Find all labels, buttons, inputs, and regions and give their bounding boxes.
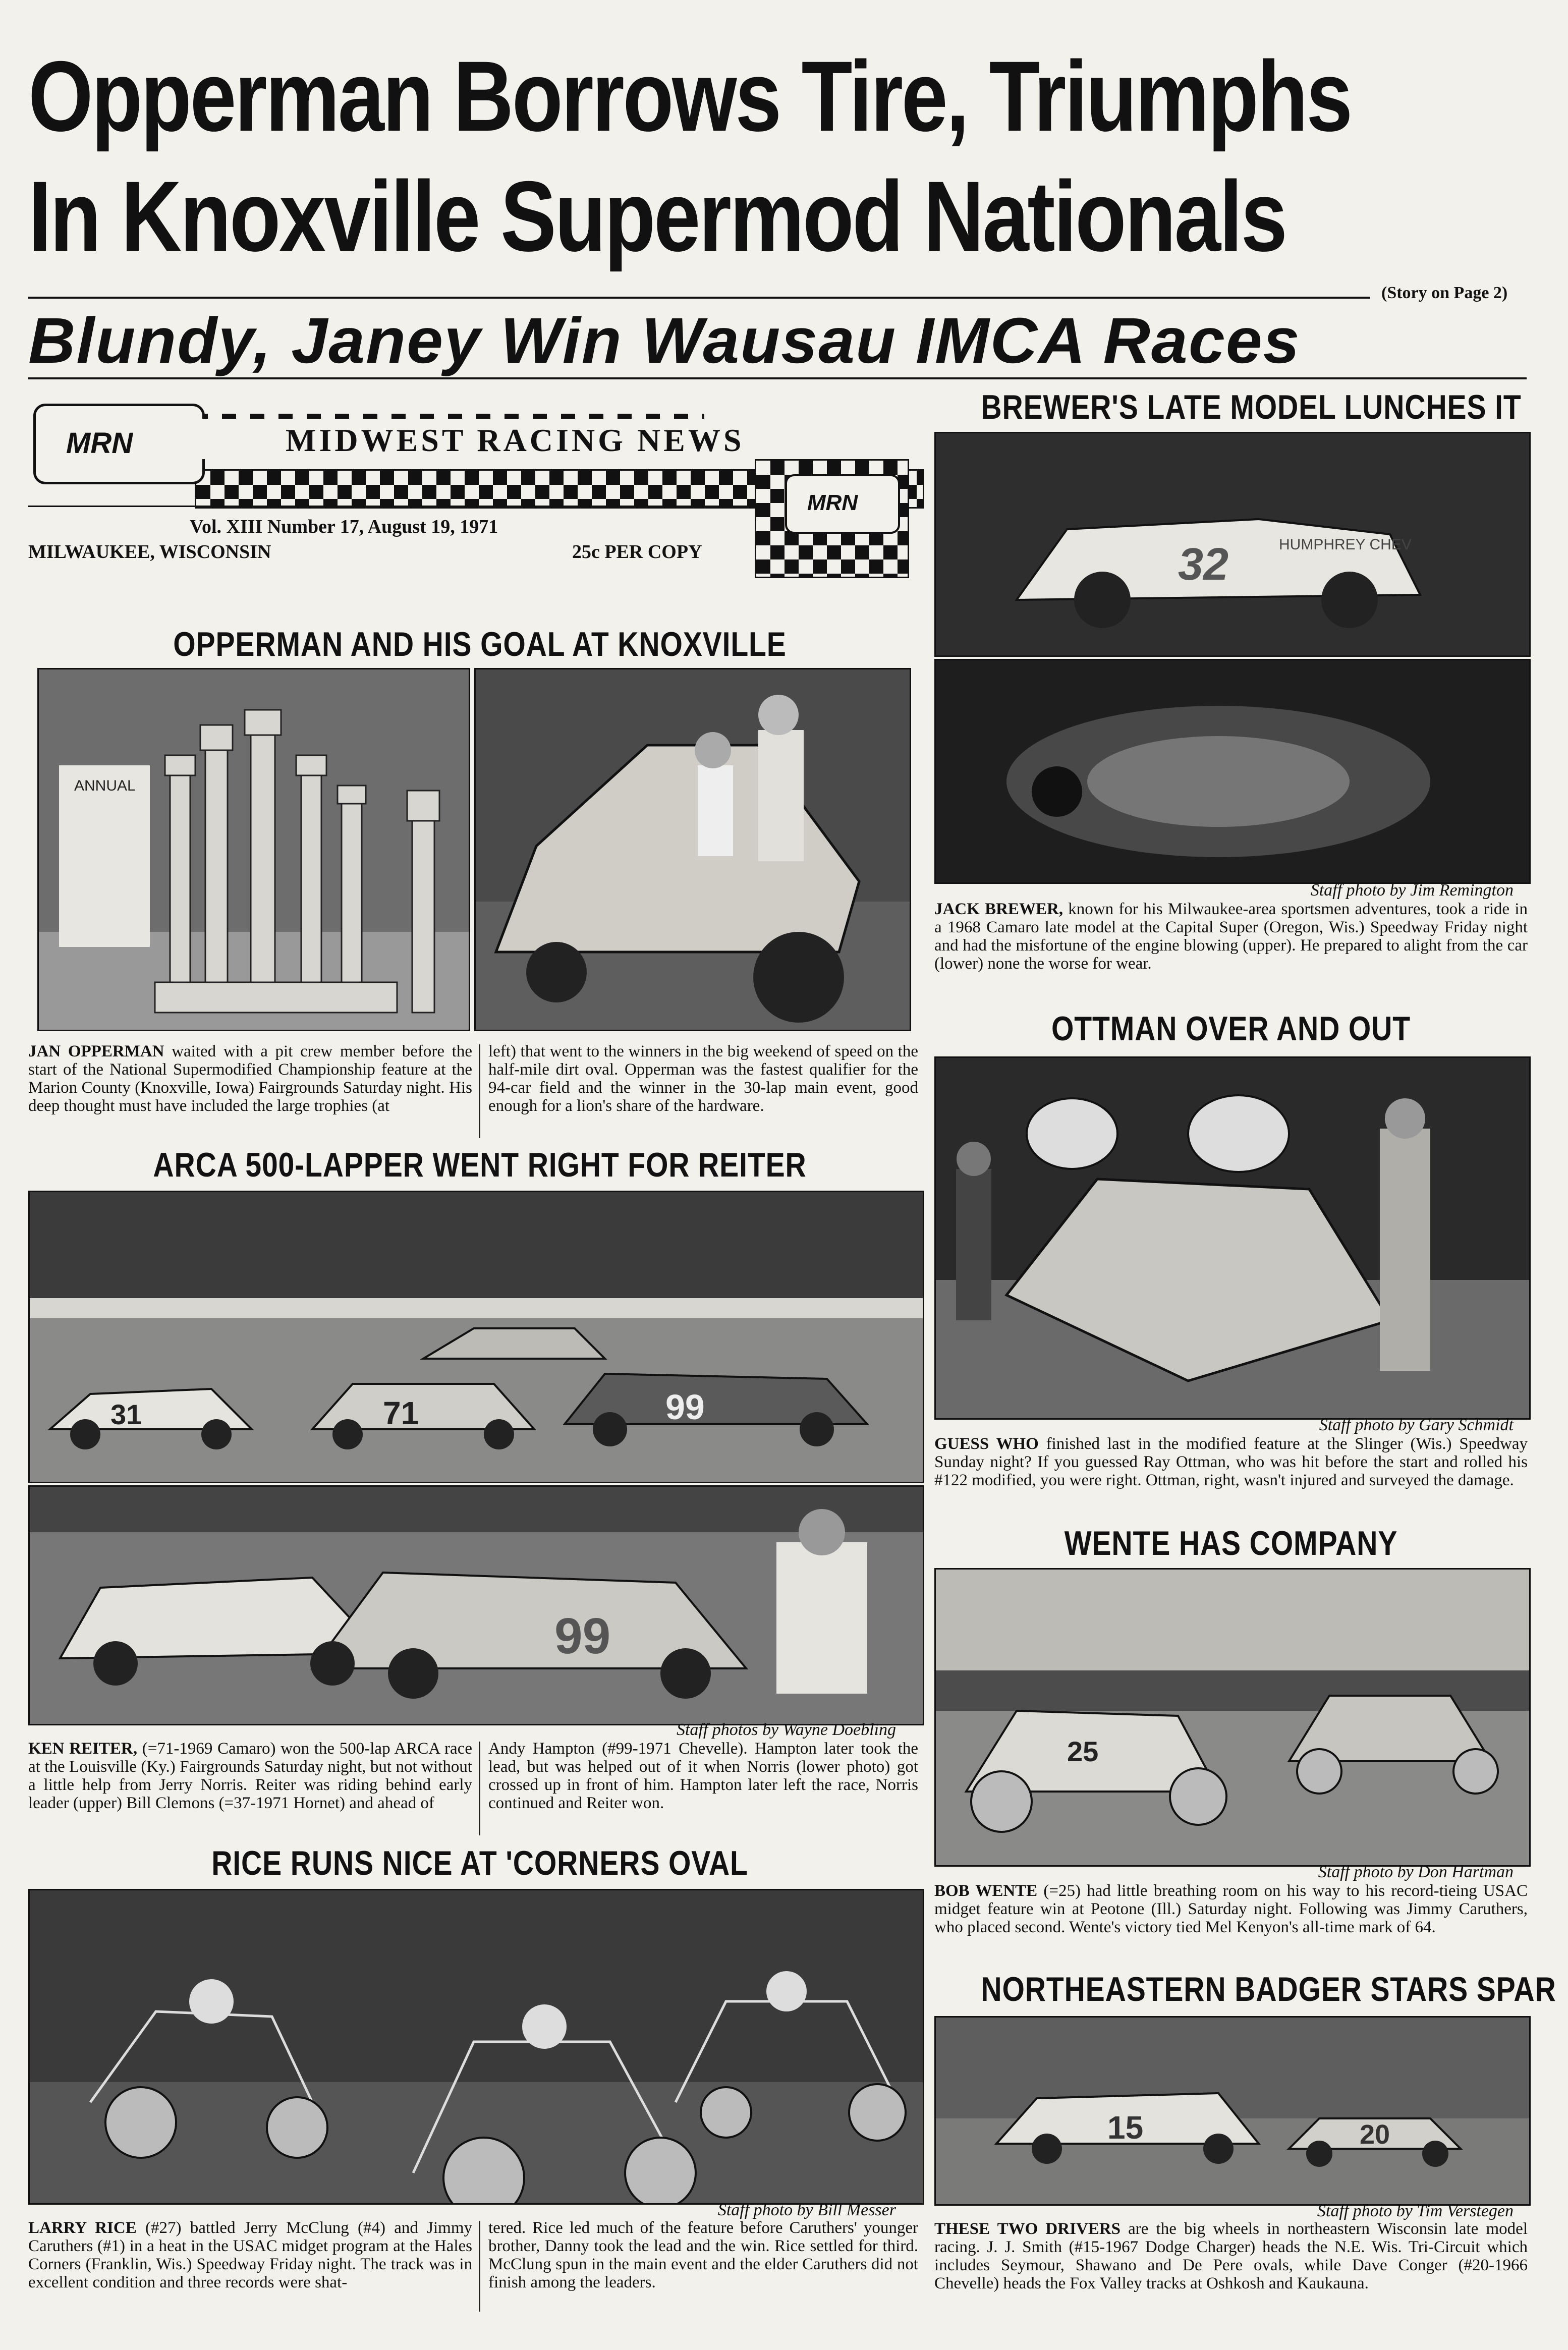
main-headline-line2: In Knoxville Supermod Nationals bbox=[28, 160, 1286, 272]
photo-trophies bbox=[37, 668, 470, 1031]
location: MILWAUKEE, WISCONSIN bbox=[28, 541, 271, 563]
svg-text:71: 71 bbox=[383, 1395, 419, 1431]
section-head-badger: NORTHEASTERN BADGER STARS SPAR bbox=[981, 1970, 1556, 2008]
sub-headline-rule bbox=[28, 377, 1527, 379]
svg-text:32: 32 bbox=[1178, 539, 1229, 590]
photo-opperman-pit bbox=[474, 668, 911, 1031]
caption-wente: BOB WENTE (=25) had little breathing room on his way to his record-tieing USAC midget feature win at Peotone (Ill.) Saturday night. Following was Jimmy Caruthers, who placed second. Wente's victory tied Mel Kenyon's all-time mark of 64. bbox=[934, 1882, 1528, 1936]
section-head-rice: RICE RUNS NICE AT 'CORNERS OVAL bbox=[211, 1844, 748, 1882]
caption-badger: THESE TWO DRIVERS are the big wheels in northeastern Wisconsin late model racing. J. J. Smith (#15-1967 Dodge Charger) heads the N.E. Wis. Tri-Circuit which includes Seymour, Shawano and De Pere ovals, while Dave Conger (#20-1966 Chevelle) heads the Fox Valley tracks at Oshkosh and Kaukauna. bbox=[934, 2220, 1528, 2292]
caption-rice-col2: tered. Rice led much of the feature before Caruthers' younger brother, Danny took the lead and the win. Rice settled for third. McClung spun in the main event and the elder Caruthers did not finish among the leaders. bbox=[488, 2219, 918, 2291]
photo-wente bbox=[934, 1568, 1531, 1867]
photo-brewer-lower bbox=[934, 659, 1531, 884]
photo-ottman bbox=[934, 1056, 1531, 1420]
svg-text:99: 99 bbox=[665, 1387, 705, 1427]
credit-brewer: Staff photo by Jim Remington bbox=[1310, 881, 1514, 900]
caption-ottman: GUESS WHO finished last in the modified feature at the Slinger (Wis.) Speedway Sunday night? If you guessed Ray Ottman, who was hit before the start and rolled his #122 modified, you were right. Ottman, right, wasn't injured and surveyed the damage. bbox=[934, 1435, 1528, 1489]
photo-rice bbox=[28, 1889, 924, 2205]
logo-left bbox=[33, 404, 205, 484]
photo-brewer-upper bbox=[934, 432, 1531, 657]
section-head-wente: WENTE HAS COMPANY bbox=[1064, 1524, 1398, 1562]
svg-text:20: 20 bbox=[1360, 2119, 1390, 2150]
svg-text:99: 99 bbox=[554, 1608, 611, 1664]
credit-wente: Staff photo by Don Hartman bbox=[1318, 1863, 1514, 1881]
photo-arca-upper bbox=[28, 1191, 924, 1483]
caption-arca-col2: Andy Hampton (#99-1971 Chevelle). Hampton later took the lead, but was helped out of it when Norris (lower photo) got crossed up in front of him. Hampton later left the race, Norris continued and Reiter won. bbox=[488, 1740, 918, 1812]
price: 25c PER COPY bbox=[572, 541, 702, 563]
photo-arca-lower bbox=[28, 1485, 924, 1725]
masthead bbox=[28, 399, 931, 600]
masthead-title: MIDWEST RACING NEWS bbox=[286, 422, 745, 458]
svg-text:15: 15 bbox=[1107, 2109, 1144, 2146]
section-head-ottman: OTTMAN OVER AND OUT bbox=[1051, 1010, 1411, 1048]
svg-text:25: 25 bbox=[1067, 1736, 1099, 1767]
caption-rice-col1: LARRY RICE (#27) battled Jerry McClung (#4) and Jimmy Caruthers (#1) in a heat in the USAC midget program at the Hales Corners (Franklin, Wis.) Speedway Friday night. The track was in excellent condition and three records were shat- bbox=[28, 2219, 473, 2291]
caption-opperman-col2: left) that went to the winners in the big weekend of speed on the half-mile dirt oval. Opperman was the fastest qualifier for the 94-car field and the winner in the 30-lap main event, good enough for a lion's share of the hardware. bbox=[488, 1042, 918, 1115]
logo-text: MRN bbox=[66, 427, 133, 460]
credit-arca: Staff photos by Wayne Doebling bbox=[676, 1720, 896, 1739]
svg-text:HUMPHREY CHEV: HUMPHREY CHEV bbox=[1279, 536, 1412, 553]
credit-rice: Staff photo by Bill Messer bbox=[717, 2201, 896, 2219]
volume-info: Vol. XIII Number 17, August 19, 1971 bbox=[190, 516, 498, 537]
credit-ottman: Staff photo by Gary Schmidt bbox=[1319, 1416, 1514, 1434]
main-headline-line1: Opperman Borrows Tire, Triumphs bbox=[28, 40, 1351, 152]
sub-headline: Blundy, Janey Win Wausau IMCA Races bbox=[28, 305, 1301, 377]
logo-right: MRN bbox=[785, 474, 900, 534]
section-head-opperman: OPPERMAN AND HIS GOAL AT KNOXVILLE bbox=[173, 625, 787, 663]
svg-text:31: 31 bbox=[110, 1398, 142, 1430]
story-note: (Story on Page 2) bbox=[1381, 284, 1508, 302]
svg-text:ANNUAL: ANNUAL bbox=[74, 777, 136, 794]
headline-rule bbox=[28, 297, 1370, 299]
section-head-arca: ARCA 500-LAPPER WENT RIGHT FOR REITER bbox=[153, 1146, 807, 1184]
caption-arca-col1: KEN REITER, (=71-1969 Camaro) won the 500-lap ARCA race at the Louisville (Ky.) Fairgrounds Saturday night, but not without a little help from Jerry Norris. Reiter was riding behind early leader (upper) Bill Clemons (=37-1971 Hornet) and ahead of bbox=[28, 1740, 472, 1812]
caption-opperman-col1: JAN OPPERMAN waited with a pit crew member before the start of the National Supermodified Championship feature at the Marion County (Knoxville, Iowa) Fairgrounds Saturday night. His deep thought must have included the large trophies (at bbox=[28, 1042, 472, 1115]
credit-badger: Staff photo by Tim Verstegen bbox=[1317, 2202, 1514, 2220]
section-head-brewer: BREWER'S LATE MODEL LUNCHES IT bbox=[981, 388, 1522, 426]
photo-badger bbox=[934, 2016, 1531, 2206]
caption-brewer: JACK BREWER, known for his Milwaukee-area sportsmen adventures, took a ride in a 1968 Camaro late model at the Capital Super (Oregon, Wis.) Speedway Friday night and had the misfortune of the engine blowing (upper). He prepared to alight from the car (lower) none the worse for wear. bbox=[934, 900, 1528, 973]
